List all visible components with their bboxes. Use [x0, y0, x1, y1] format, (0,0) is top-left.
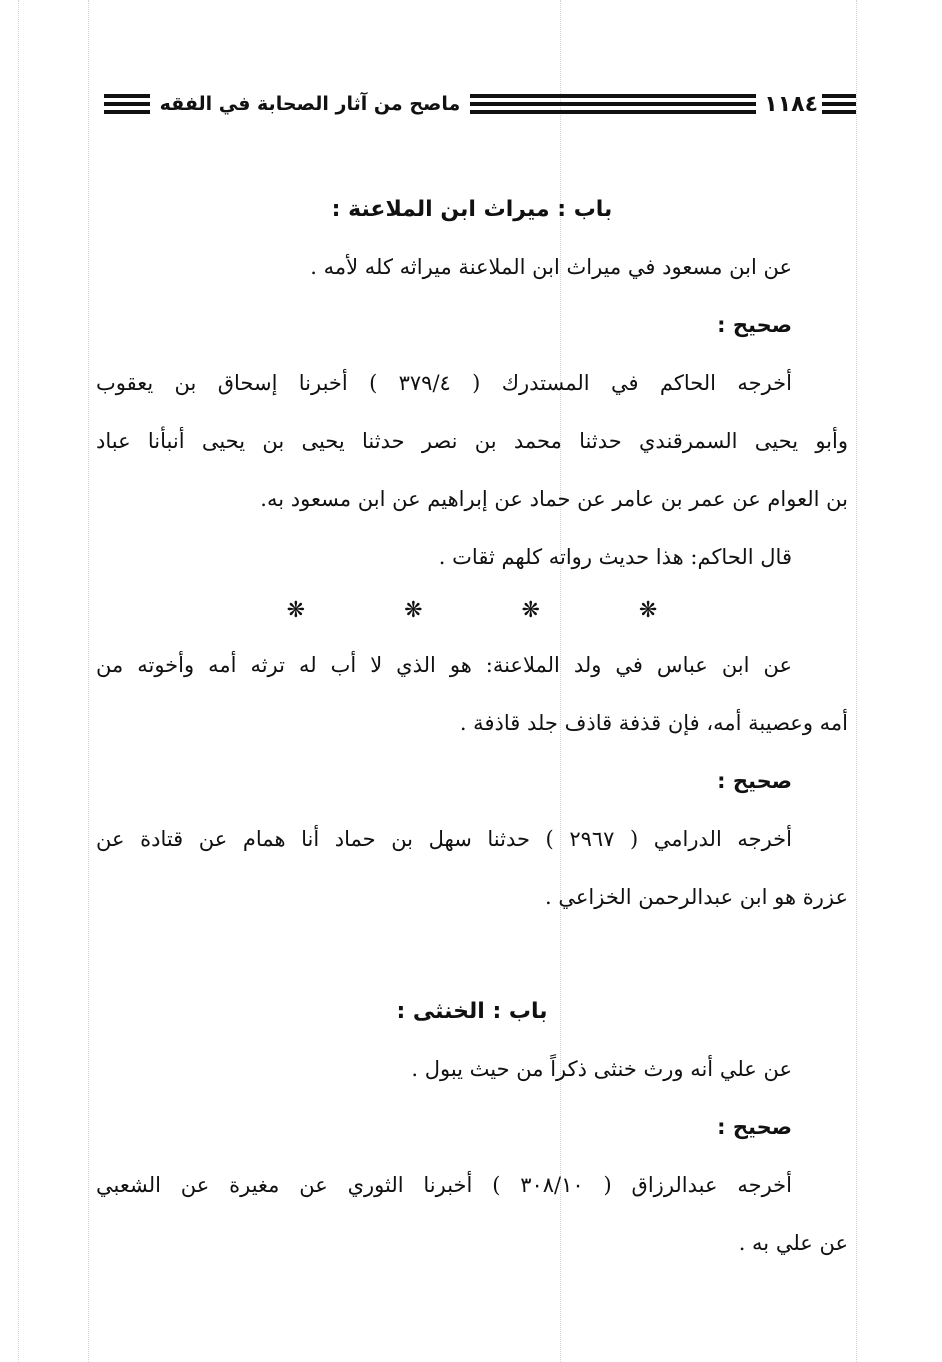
header-rule-middle	[470, 94, 756, 114]
narration-text: أمه وعصيبة أمه، فإن قذفة قاذف جلد قاذفة .	[459, 711, 848, 735]
chapter-heading: باب : الخنثى :	[396, 999, 548, 1024]
page-number: ١١٨٤	[764, 91, 818, 117]
narration-text: عن علي أنه ورث خنثى ذكراً من حيث يبول .	[411, 1057, 792, 1081]
grade-label: صحيح :	[717, 769, 792, 793]
takhrij-line: وأبو يحيى السمرقندي حدثنا محمد بن نصر حدثنا يحيى بن يحيى أنبأنا عباد	[96, 429, 848, 453]
grade-label: صحيح :	[717, 313, 792, 337]
header-rule-left	[104, 94, 150, 114]
scan-guide-line	[88, 0, 89, 1362]
takhrij-line: أخرجه الدرامي ( ٢٩٦٧ ) حدثنا سهل بن حماد أنا همام عن قتادة عن	[96, 827, 792, 851]
takhrij-line: عن علي به .	[738, 1231, 848, 1255]
takhrij-line: بن العوام عن عمر بن عامر عن حماد عن إبراهيم عن ابن مسعود به.	[260, 487, 848, 511]
book-title: ماصح من آثار الصحابة في الفقه	[159, 93, 461, 115]
narration-text: عن ابن مسعود في ميراث ابن الملاعنة ميراثه كله لأمه .	[310, 255, 792, 279]
grade-label: صحيح :	[717, 1115, 792, 1139]
section-gap	[96, 926, 848, 984]
page-body	[96, 182, 848, 1272]
scan-guide-line	[856, 0, 857, 1362]
comment-text: قال الحاكم: هذا حديث رواته كلهم ثقات .	[438, 545, 792, 569]
running-header	[86, 84, 856, 124]
takhrij-line: أخرجه الحاكم في المستدرك ( ٣٧٩/٤ ) أخبرنا إسحاق بن يعقوب	[96, 371, 792, 395]
header-rule-right	[822, 94, 856, 114]
takhrij-line: أخرجه عبدالرزاق ( ٣٠٨/١٠ ) أخبرنا الثوري عن مغيرة عن الشعبي	[96, 1173, 792, 1197]
narration-text: عن ابن عباس في ولد الملاعنة: هو الذي لا أب له ترثه أمه وأخوته من	[96, 653, 792, 677]
chapter-heading: باب : ميراث ابن الملاعنة :	[331, 197, 613, 222]
section-separator: ❋ ❋ ❋ ❋	[286, 598, 704, 623]
scan-guide-line	[18, 0, 19, 1362]
takhrij-line: عزرة هو ابن عبدالرحمن الخزاعي .	[545, 885, 848, 909]
